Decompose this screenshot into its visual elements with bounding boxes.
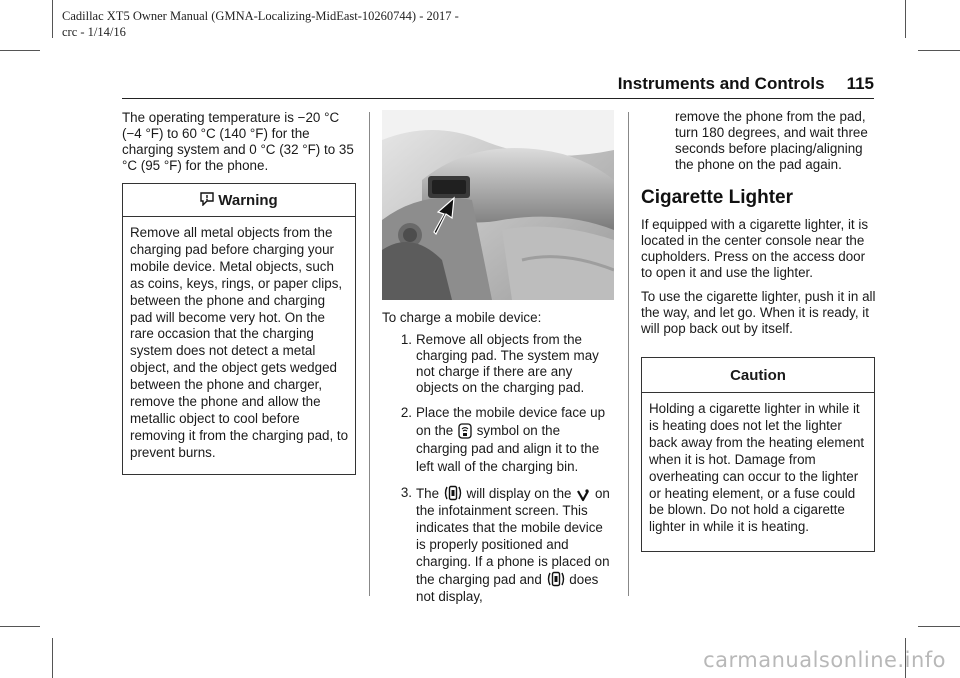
crop-mark bbox=[0, 50, 40, 51]
crop-mark bbox=[918, 626, 960, 627]
step-text-pre: The bbox=[416, 486, 440, 501]
crop-mark bbox=[905, 0, 906, 38]
step-1 bbox=[394, 332, 614, 396]
warning-title-bar bbox=[123, 184, 355, 217]
lighter-usage-text: To use the cigarette lighter, push it in all the way, and let go. When it is ready, it will pop back out by itself. bbox=[641, 289, 876, 336]
document-meta bbox=[62, 8, 459, 40]
charging-pad-icon bbox=[458, 423, 472, 439]
step-text-post: symbol on the charging pad and align it to the left wall of the charging bin. bbox=[416, 423, 600, 474]
caution-body: Holding a cigarette lighter in while it is heating does not let the lighter back away from the heating element when it is hot. Damage from overheating can occur to the lighter or heating element, or a fuse could be blown. Do not hold a cigarette lighter in while it is heating. bbox=[649, 401, 865, 535]
charge-steps bbox=[382, 332, 614, 605]
cadillac-cue-icon bbox=[576, 488, 590, 502]
step-text: Remove all objects from the charging pad. The system may not charge if there are any objects on the charging pad. bbox=[416, 332, 599, 395]
running-head bbox=[618, 74, 874, 94]
step-3 bbox=[394, 484, 614, 605]
step-number: 2. bbox=[400, 405, 412, 420]
step-text-pre: Place the mobile device face up on the bbox=[416, 405, 606, 438]
column-divider bbox=[628, 112, 629, 596]
warning-icon bbox=[200, 192, 214, 206]
step-number: 3. bbox=[400, 485, 412, 500]
charge-intro: To charge a mobile device: bbox=[382, 310, 542, 325]
caution-title: Caution bbox=[730, 367, 786, 384]
crop-mark bbox=[52, 638, 53, 678]
column-2 bbox=[382, 310, 614, 613]
warning-title: Warning bbox=[218, 192, 278, 209]
cigarette-lighter-heading: Cigarette Lighter bbox=[641, 187, 794, 208]
charging-bin-photo bbox=[382, 110, 614, 300]
column-divider bbox=[369, 112, 370, 596]
header-rule bbox=[122, 98, 874, 99]
warning-box bbox=[122, 183, 356, 475]
wireless-charging-icon bbox=[547, 570, 565, 588]
column-1 bbox=[122, 110, 358, 174]
warning-body: Remove all metal objects from the charging pad before charging your mobile device. Metal objects, such as coins, keys, rings, or paper clips, between the phone and charging pad will become very hot. On the rare occasion that the charging system does not detect a metal object, and the object gets wedged between the phone and charger, remove the phone and allow the metallic object to cool before removing it from the charging pad, to prevent burns. bbox=[130, 225, 349, 460]
step-text-post: on the infotainment screen. This indicates that the mobile device is properly positioned and charging. If a phone is placed on the charging pad and bbox=[416, 486, 610, 587]
caution-box bbox=[641, 357, 875, 552]
watermark: carmanualsonline.info bbox=[703, 648, 946, 672]
column-3 bbox=[641, 109, 876, 337]
crop-mark bbox=[918, 50, 960, 51]
step-text-end: does not display, bbox=[416, 572, 599, 604]
lighter-location-text: If equipped with a cigarette lighter, it is located in the center console near the cupholders. Press on the access door to open it and use the lighter. bbox=[641, 217, 869, 280]
charging-bin-illustration bbox=[382, 110, 614, 300]
page-number: 115 bbox=[846, 74, 874, 93]
document-meta-line2: crc - 1/14/16 bbox=[62, 25, 126, 39]
step-number: 1. bbox=[400, 332, 412, 347]
step-2 bbox=[394, 404, 614, 476]
crop-mark bbox=[52, 0, 53, 38]
operating-temperature-text: The operating temperature is −20 °C (−4 °F) to 60 °C (140 °F) for the charging system and 0 °C (32 °F) to 35 °C (95 °F) for the phone. bbox=[122, 110, 354, 173]
crop-mark bbox=[0, 626, 40, 627]
wireless-charging-icon bbox=[444, 484, 462, 502]
step-text-mid: will display on the bbox=[466, 486, 572, 501]
step-continuation: remove the phone from the pad, turn 180 degrees, and wait three seconds before placing/aligning the phone on the pad again. bbox=[675, 109, 868, 172]
caution-title-bar bbox=[642, 358, 874, 393]
section-title: Instruments and Controls bbox=[617, 74, 825, 93]
document-meta-line1: Cadillac XT5 Owner Manual (GMNA-Localizing-MidEast-10260744) - 2017 - bbox=[62, 9, 459, 23]
